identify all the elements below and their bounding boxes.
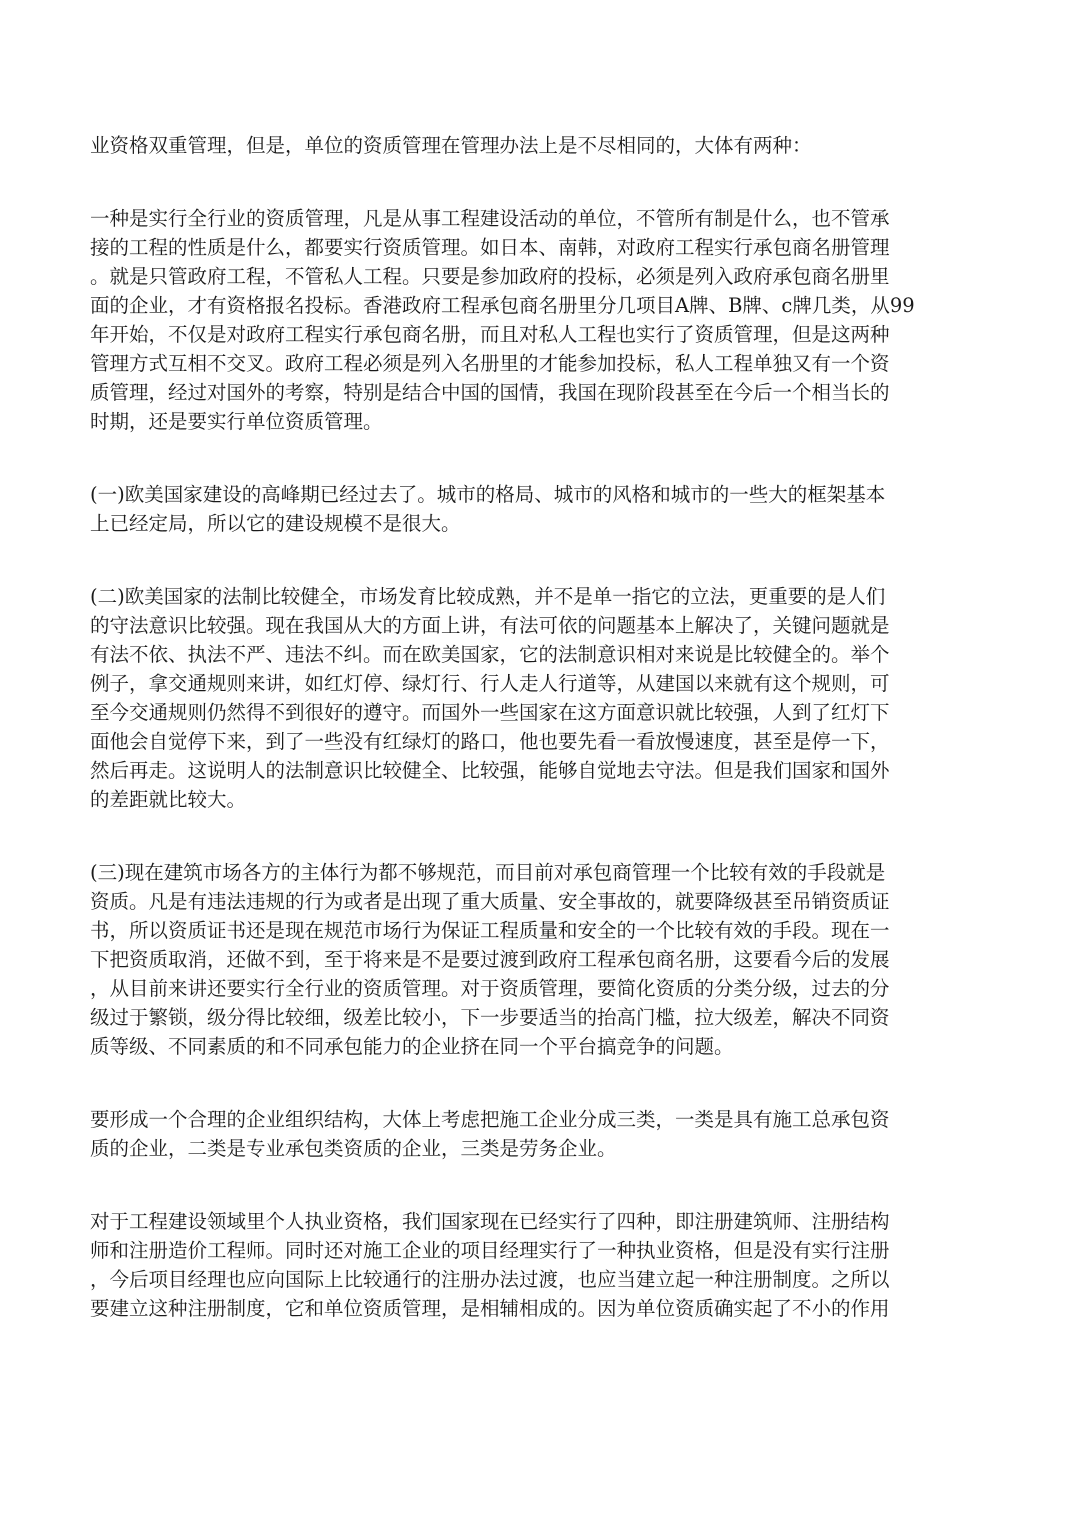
text-line: 的差距就比较大。 bbox=[90, 788, 247, 811]
document-body bbox=[90, 131, 990, 1367]
paragraph bbox=[90, 204, 990, 436]
paragraph bbox=[90, 1207, 990, 1323]
paragraph bbox=[90, 131, 990, 160]
text-line: 面的企业，才有资格报名投标。香港政府工程承包商名册里分几项目A牌、B牌、c牌几类，从99 bbox=[90, 294, 915, 317]
text-line: 质的企业，二类是专业承包类资质的企业，三类是劳务企业。 bbox=[90, 1137, 617, 1160]
text-line: 级过于繁锁，级分得比较细，级差比较小，下一步要适当的抬高门槛，拉大级差，解决不同资 bbox=[90, 1006, 890, 1029]
text-line: (一)欧美国家建设的高峰期已经过去了。城市的格局、城市的风格和城市的一些大的框架基本 bbox=[90, 483, 886, 506]
text-line: 对于工程建设领域里个人执业资格，我们国家现在已经实行了四种，即注册建筑师、注册结构 bbox=[90, 1210, 890, 1233]
text-line: (三)现在建筑市场各方的主体行为都不够规范，而目前对承包商管理一个比较有效的手段就是 bbox=[90, 861, 886, 884]
text-line: 。就是只管政府工程，不管私人工程。只要是参加政府的投标，必须是列入政府承包商名册里 bbox=[90, 265, 890, 288]
text-line: 资质。凡是有违法违规的行为或者是出现了重大质量、安全事故的，就要降级甚至吊销资质证 bbox=[90, 890, 890, 913]
text-line: 然后再走。这说明人的法制意识比较健全、比较强，能够自觉地去守法。但是我们国家和国外 bbox=[90, 759, 890, 782]
text-line: 管理方式互相不交叉。政府工程必须是列入名册里的才能参加投标，私人工程单独又有一个资 bbox=[90, 352, 890, 375]
text-line: 一种是实行全行业的资质管理，凡是从事工程建设活动的单位，不管所有制是什么，也不管承 bbox=[90, 207, 890, 230]
paragraph bbox=[90, 858, 990, 1061]
text-line: 要形成一个合理的企业组织结构，大体上考虑把施工企业分成三类，一类是具有施工总承包资 bbox=[90, 1108, 890, 1131]
text-line: 例子，拿交通规则来讲，如红灯停、绿灯行、行人走人行道等，从建国以来就有这个规则，可 bbox=[90, 672, 890, 695]
text-line: 至今交通规则仍然得不到很好的遵守。而国外一些国家在这方面意识就比较强，人到了红灯下 bbox=[90, 701, 890, 724]
text-line: 有法不依、执法不严、违法不纠。而在欧美国家，它的法制意识相对来说是比较健全的。举个 bbox=[90, 643, 890, 666]
text-line: 业资格双重管理，但是，单位的资质管理在管理办法上是不尽相同的，大体有两种： bbox=[90, 134, 812, 157]
text-line: 接的工程的性质是什么，都要实行资质管理。如日本、南韩，对政府工程实行承包商名册管理 bbox=[90, 236, 890, 259]
text-line: 时期，还是要实行单位资质管理。 bbox=[90, 410, 383, 433]
text-line: ，今后项目经理也应向国际上比较通行的注册办法过渡，也应当建立起一种注册制度。之所以 bbox=[90, 1268, 890, 1291]
text-line: 要建立这种注册制度，它和单位资质管理，是相辅相成的。因为单位资质确实起了不小的作用 bbox=[90, 1297, 890, 1320]
text-line: ，从目前来讲还要实行全行业的资质管理。对于资质管理，要简化资质的分类分级，过去的分 bbox=[90, 977, 890, 1000]
text-line: 年开始，不仅是对政府工程实行承包商名册，而且对私人工程也实行了资质管理，但是这两种 bbox=[90, 323, 890, 346]
text-line: 的守法意识比较强。现在我国从大的方面上讲，有法可依的问题基本上解决了，关键问题就是 bbox=[90, 614, 890, 637]
text-line: 师和注册造价工程师。同时还对施工企业的项目经理实行了一种执业资格，但是没有实行注册 bbox=[90, 1239, 890, 1262]
text-line: (二)欧美国家的法制比较健全，市场发育比较成熟，并不是单一指它的立法，更重要的是人们 bbox=[90, 585, 886, 608]
text-line: 面他会自觉停下来，到了一些没有红绿灯的路口，他也要先看一看放慢速度，甚至是停一下， bbox=[90, 730, 890, 753]
text-line: 质管理，经过对国外的考察，特别是结合中国的国情，我国在现阶段甚至在今后一个相当长的 bbox=[90, 381, 890, 404]
paragraph bbox=[90, 582, 990, 814]
text-line: 书，所以资质证书还是现在规范市场行为保证工程质量和安全的一个比较有效的手段。现在一 bbox=[90, 919, 890, 942]
text-line: 下把资质取消，还做不到，至于将来是不是要过渡到政府工程承包商名册，这要看今后的发展 bbox=[90, 948, 890, 971]
text-line: 质等级、不同素质的和不同承包能力的企业挤在同一个平台搞竞争的问题。 bbox=[90, 1035, 734, 1058]
paragraph bbox=[90, 480, 990, 538]
text-line: 上已经定局，所以它的建设规模不是很大。 bbox=[90, 512, 461, 535]
paragraph bbox=[90, 1105, 990, 1163]
